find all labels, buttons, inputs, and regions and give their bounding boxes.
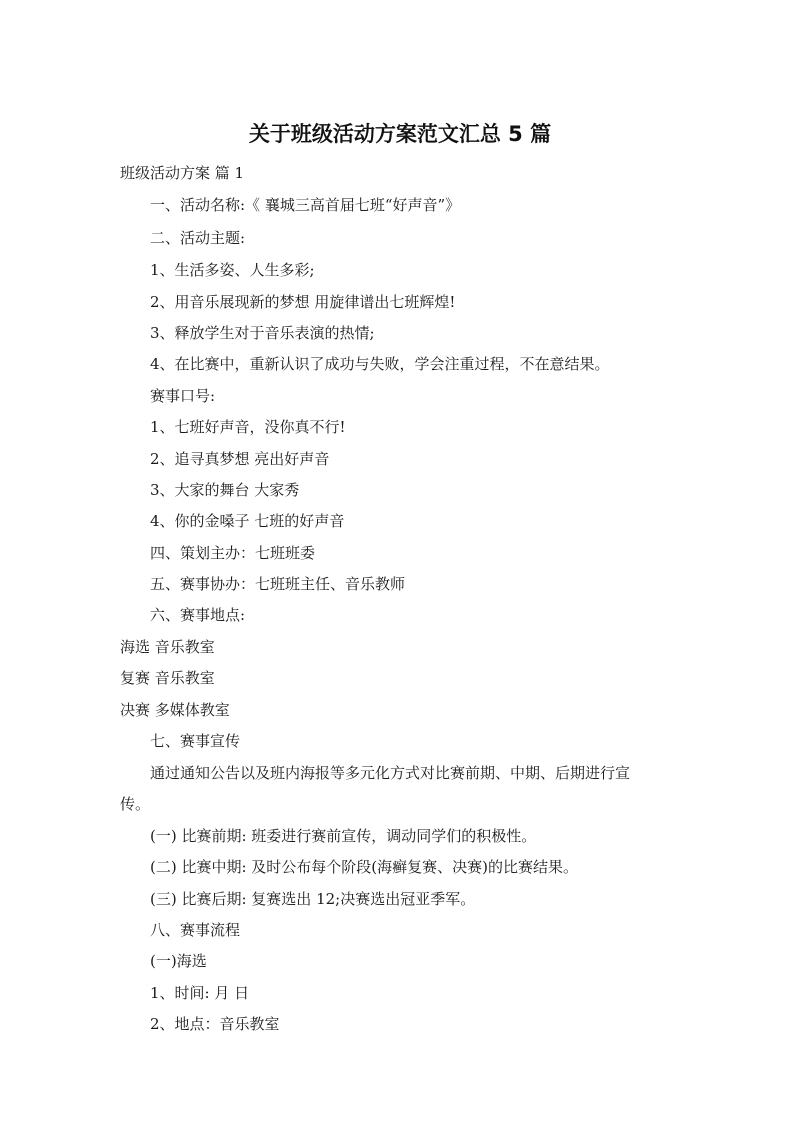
slogan-item-2: 2、追寻真梦想 亮出好声音 [150,450,330,468]
pre-match-line: (一) 比赛前期: 班委进行赛前宣传，调动同学们的积极性。 [150,827,537,845]
slogan-item-4: 4、你的金嗓子 七班的好声音 [150,512,345,530]
publicity-heading: 七、赛事宣传 [150,732,241,750]
process-heading: 八、赛事流程 [150,921,241,939]
slogan-item-1: 1、七班好声音，没你真不行! [150,418,346,436]
venue-heading: 六、赛事地点: [150,606,246,624]
activity-name-line: 一、活动名称:《 襄城三高首届七班“好声音”》 [150,196,461,214]
theme-item-4: 4、在比赛中，重新认识了成功与失败，学会注重过程，不在意结果。 [150,355,610,373]
theme-item-3: 3、释放学生对于音乐表演的热情; [150,324,375,342]
publicity-paragraph-line-2: 传。 [120,795,151,813]
post-match-line: (三) 比赛后期: 复赛选出 12;决赛选出冠亚季军。 [150,890,476,908]
audition-place: 2、地点：音乐教室 [150,1015,280,1033]
co-organizer-line: 五、赛事协办：七班班主任、音乐教师 [150,575,406,593]
document-title: 关于班级活动方案范文汇总 5 篇 [248,122,552,146]
theme-item-2: 2、用音乐展现新的梦想 用旋律谱出七班辉煌! [150,293,456,311]
activity-theme-heading: 二、活动主题: [150,229,246,247]
theme-item-1: 1、生活多姿、人生多彩; [150,261,315,279]
organizer-line: 四、策划主办：七班班委 [150,544,316,562]
slogan-item-3: 3、大家的舞台 大家秀 [150,481,300,499]
slogan-heading: 赛事口号: [150,387,216,405]
section-heading: 班级活动方案 篇 1 [120,164,245,182]
publicity-paragraph-line-1: 通过通知公告以及班内海报等多元化方式对比赛前期、中期、后期进行宣 [150,764,631,782]
venue-final: 决赛 多媒体教室 [120,701,230,719]
audition-subheading: (一)海选 [150,952,207,970]
audition-time: 1、时间: 月 日 [150,984,250,1002]
venue-audition: 海选 音乐教室 [120,638,215,656]
mid-match-line: (二) 比赛中期: 及时公布每个阶段(海癣复赛、决赛)的比赛结果。 [150,858,579,876]
venue-semifinal: 复赛 音乐教室 [120,669,215,687]
